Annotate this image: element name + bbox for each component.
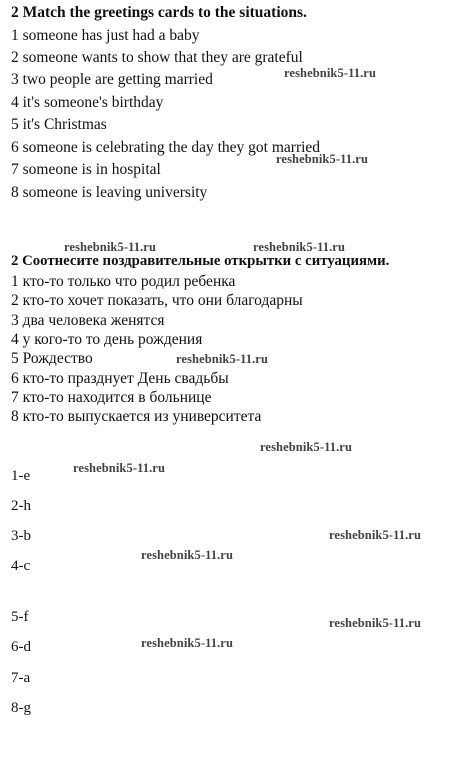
answer-8: 8-g bbox=[11, 700, 31, 716]
situation-item-8: 8 someone is leaving university bbox=[11, 184, 208, 201]
watermark: reshebnik5-11.ru bbox=[141, 548, 234, 562]
exercise-title-ru: 2 Соотнесите поздравительные открытки с ситуациями. bbox=[11, 253, 390, 269]
situation-item-5: 5 it's Christmas bbox=[11, 116, 107, 133]
watermark: reshebnik5-11.ru bbox=[276, 152, 369, 166]
situation-item-4: 4 it's someone's birthday bbox=[11, 94, 164, 111]
watermark: reshebnik5-11.ru bbox=[141, 636, 234, 650]
watermark: reshebnik5-11.ru bbox=[329, 528, 422, 542]
watermark: reshebnik5-11.ru bbox=[253, 240, 346, 254]
situation-item-ru-4: 4 у кого-то то день рождения bbox=[11, 331, 203, 348]
situation-item-ru-3: 3 два человека женятся bbox=[11, 312, 165, 329]
situation-item-7: 7 someone is in hospital bbox=[11, 161, 161, 178]
situation-item-1: 1 someone has just had a baby bbox=[11, 27, 200, 44]
watermark: reshebnik5-11.ru bbox=[260, 440, 353, 454]
answer-5: 5-f bbox=[11, 609, 29, 625]
watermark: reshebnik5-11.ru bbox=[64, 240, 157, 254]
situation-item-ru-6: 6 кто-то празднует День свадьбы bbox=[11, 370, 229, 387]
answer-2: 2-h bbox=[11, 498, 31, 514]
watermark: reshebnik5-11.ru bbox=[73, 461, 166, 475]
situation-item-2: 2 someone wants to show that they are grateful bbox=[11, 49, 303, 66]
situation-item-ru-1: 1 кто-то только что родил ребенка bbox=[11, 273, 236, 290]
watermark: reshebnik5-11.ru bbox=[176, 352, 269, 366]
situation-item-ru-7: 7 кто-то находится в больнице bbox=[11, 389, 212, 406]
answer-6: 6-d bbox=[11, 639, 31, 655]
answer-7: 7-a bbox=[11, 670, 31, 686]
watermark: reshebnik5-11.ru bbox=[284, 66, 377, 80]
watermark: reshebnik5-11.ru bbox=[329, 616, 422, 630]
situation-item-ru-8: 8 кто-то выпускается из университета bbox=[11, 408, 262, 425]
answer-3: 3-b bbox=[11, 528, 31, 544]
exercise-title-en: 2 Match the greetings cards to the situations. bbox=[11, 4, 307, 21]
answer-4: 4-c bbox=[11, 558, 31, 574]
situation-item-3: 3 two people are getting married bbox=[11, 71, 213, 88]
situation-item-ru-2: 2 кто-то хочет показать, что они благодарны bbox=[11, 292, 303, 309]
situation-item-ru-5: 5 Рождество bbox=[11, 350, 93, 367]
situation-item-6: 6 someone is celebrating the day they got married bbox=[11, 139, 321, 156]
answer-1: 1-e bbox=[11, 468, 31, 484]
